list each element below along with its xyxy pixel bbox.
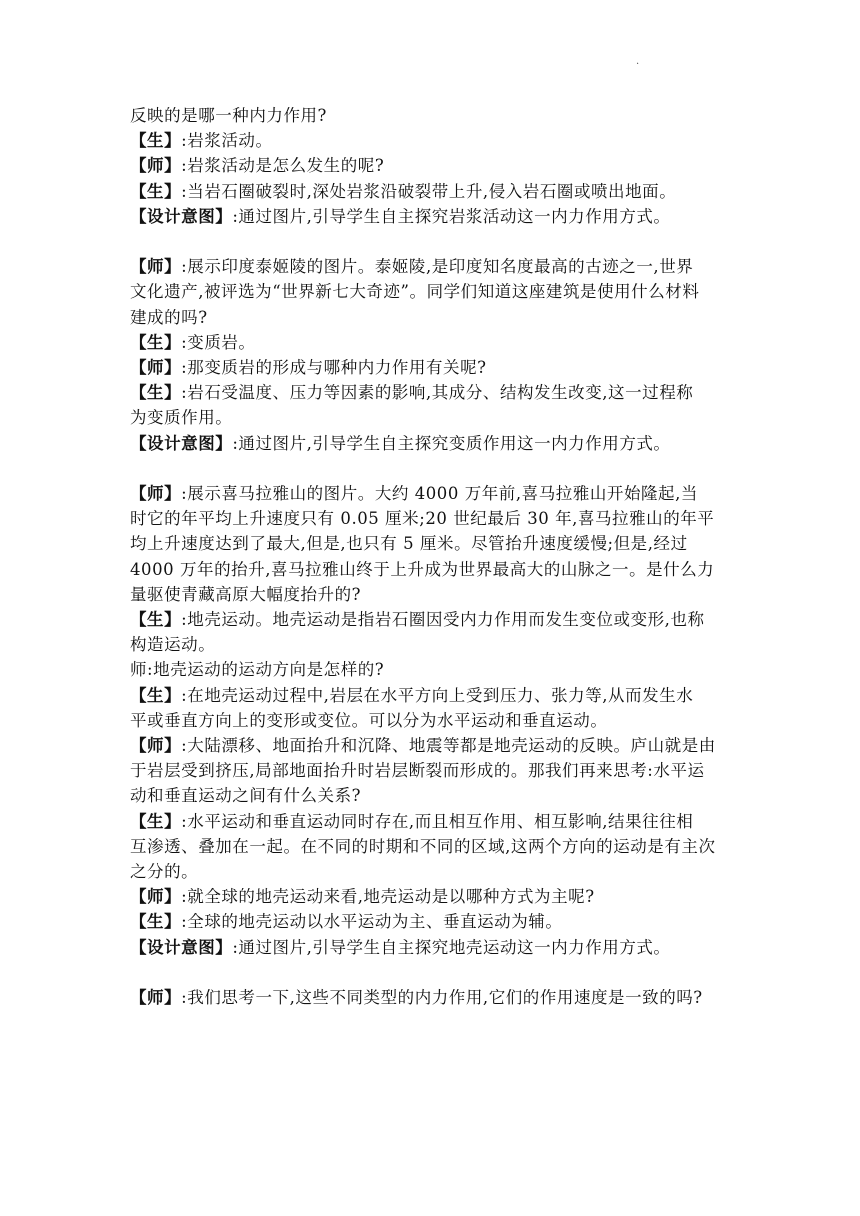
paragraph-gap <box>130 456 734 481</box>
text-line: 为变质作用。 <box>130 408 233 428</box>
dialogue-text: :展示喜马拉雅山的图片。大约 4000 万年前,喜马拉雅山开始隆起,当 <box>181 484 698 504</box>
speaker-tag: 【师】 <box>130 156 182 176</box>
dialogue-line <box>130 380 734 405</box>
speaker-tag: 【师】 <box>130 484 182 504</box>
text-line: 师:地壳运动的运动方向是怎样的? <box>130 660 385 680</box>
lesson-transcript <box>130 103 734 1010</box>
dialogue-line <box>130 128 734 153</box>
speaker-tag: 【师】 <box>130 736 182 756</box>
text-line: 均上升速度达到了最大,但是,也只有 5 厘米。尽管抬升速度缓慢;但是,经过 <box>130 534 688 554</box>
dialogue-line <box>130 884 734 909</box>
paragraph-gap <box>130 960 734 985</box>
dialogue-line <box>130 254 734 279</box>
text-line: 动和垂直运动之间有什么关系? <box>130 786 362 806</box>
speaker-tag: 【师】 <box>130 257 182 277</box>
text-line: 时它的年平均上升速度只有 0.05 厘米;20 世纪最后 30 年,喜马拉雅山的年平 <box>130 509 715 529</box>
dialogue-line <box>130 179 734 204</box>
dialogue-text: :全球的地壳运动以水平运动为主、垂直运动为辅。 <box>181 912 563 932</box>
design-intent-line <box>130 431 734 456</box>
text-line: 之分的。 <box>130 862 199 882</box>
dialogue-text: :我们思考一下,这些不同类型的内力作用,它们的作用速度是一致的吗? <box>181 988 703 1008</box>
text-line: 于岩层受到挤压,局部地面抬升时岩层断裂而形成的。那我们再来思考:水平运 <box>130 761 705 781</box>
dialogue-line <box>130 607 734 632</box>
dialogue-line <box>130 481 734 506</box>
speaker-tag: 【生】 <box>130 811 182 831</box>
dialogue-text: :在地壳运动过程中,岩层在水平方向上受到压力、张力等,从而发生水 <box>181 685 694 705</box>
speaker-tag: 【师】 <box>130 988 182 1008</box>
speaker-tag: 【生】 <box>130 383 182 403</box>
speaker-tag: 【师】 <box>130 358 182 378</box>
dialogue-text: :岩浆活动是怎么发生的呢? <box>181 156 385 176</box>
dialogue-line <box>130 153 734 178</box>
text-line: 4000 万年的抬升,喜马拉雅山终于上升成为世界最高大的山脉之一。是什么力 <box>130 559 715 579</box>
dialogue-text: :就全球的地壳运动来看,地壳运动是以哪种方式为主呢? <box>181 887 595 907</box>
design-intent-text: :通过图片,引导学生自主探究地壳运动这一内力作用方式。 <box>232 937 671 957</box>
design-intent-tag: 【设计意图】 <box>130 433 233 453</box>
dialogue-text: :水平运动和垂直运动同时存在,而且相互作用、相互影响,结果往往相 <box>181 811 694 831</box>
text-line: 建成的吗? <box>130 307 208 327</box>
design-intent-tag: 【设计意图】 <box>130 937 233 957</box>
dialogue-line <box>130 355 734 380</box>
dialogue-text: :地壳运动。地壳运动是指岩石圈因受内力作用而发生变位或变形,也称 <box>181 610 705 630</box>
speaker-tag: 【生】 <box>130 332 182 352</box>
dialogue-text: :那变质岩的形成与哪种内力作用有关呢? <box>181 358 487 378</box>
text-line: 平或垂直方向上的变形或变位。可以分为水平运动和垂直运动。 <box>130 710 608 730</box>
design-intent-text: :通过图片,引导学生自主探究变质作用这一内力作用方式。 <box>232 433 671 453</box>
speaker-tag: 【生】 <box>130 131 182 151</box>
paragraph-gap <box>130 229 734 254</box>
design-intent-tag: 【设计意图】 <box>130 206 233 226</box>
design-intent-text: :通过图片,引导学生自主探究岩浆活动这一内力作用方式。 <box>232 206 671 226</box>
text-line: 量驱使青藏高原大幅度抬升的? <box>130 584 362 604</box>
speaker-tag: 【生】 <box>130 181 182 201</box>
design-intent-line <box>130 935 734 960</box>
dialogue-text: :大陆漂移、地面抬升和沉降、地震等都是地壳运动的反映。庐山就是由 <box>181 736 716 756</box>
speaker-tag: 【生】 <box>130 685 182 705</box>
dialogue-line <box>130 809 734 834</box>
dialogue-line <box>130 683 734 708</box>
speaker-tag: 【师】 <box>130 887 182 907</box>
header-mark: . <box>636 56 640 67</box>
dialogue-line <box>130 733 734 758</box>
dialogue-line <box>130 330 734 355</box>
speaker-tag: 【生】 <box>130 912 182 932</box>
dialogue-text: :当岩石圈破裂时,深处岩浆沿破裂带上升,侵入岩石圈或喷出地面。 <box>181 181 677 201</box>
dialogue-text: :展示印度泰姬陵的图片。泰姬陵,是印度知名度最高的古迹之一,世界 <box>181 257 694 277</box>
dialogue-text: :变质岩。 <box>181 332 256 352</box>
text-line: 反映的是哪一种内力作用? <box>130 106 327 125</box>
dialogue-line <box>130 985 734 1010</box>
design-intent-line <box>130 204 734 229</box>
dialogue-text: :岩石受温度、压力等因素的影响,其成分、结构发生改变,这一过程称 <box>181 383 694 403</box>
speaker-tag: 【生】 <box>130 610 182 630</box>
text-line: 构造运动。 <box>130 635 216 655</box>
text-line: 互渗透、叠加在一起。在不同的时期和不同的区域,这两个方向的运动是有主次 <box>130 836 716 856</box>
text-line: 文化遗产,被评选为“世界新七大奇迹”。同学们知道这座建筑是使用什么材料 <box>130 282 700 302</box>
dialogue-text: :岩浆活动。 <box>181 131 273 151</box>
dialogue-line <box>130 909 734 934</box>
